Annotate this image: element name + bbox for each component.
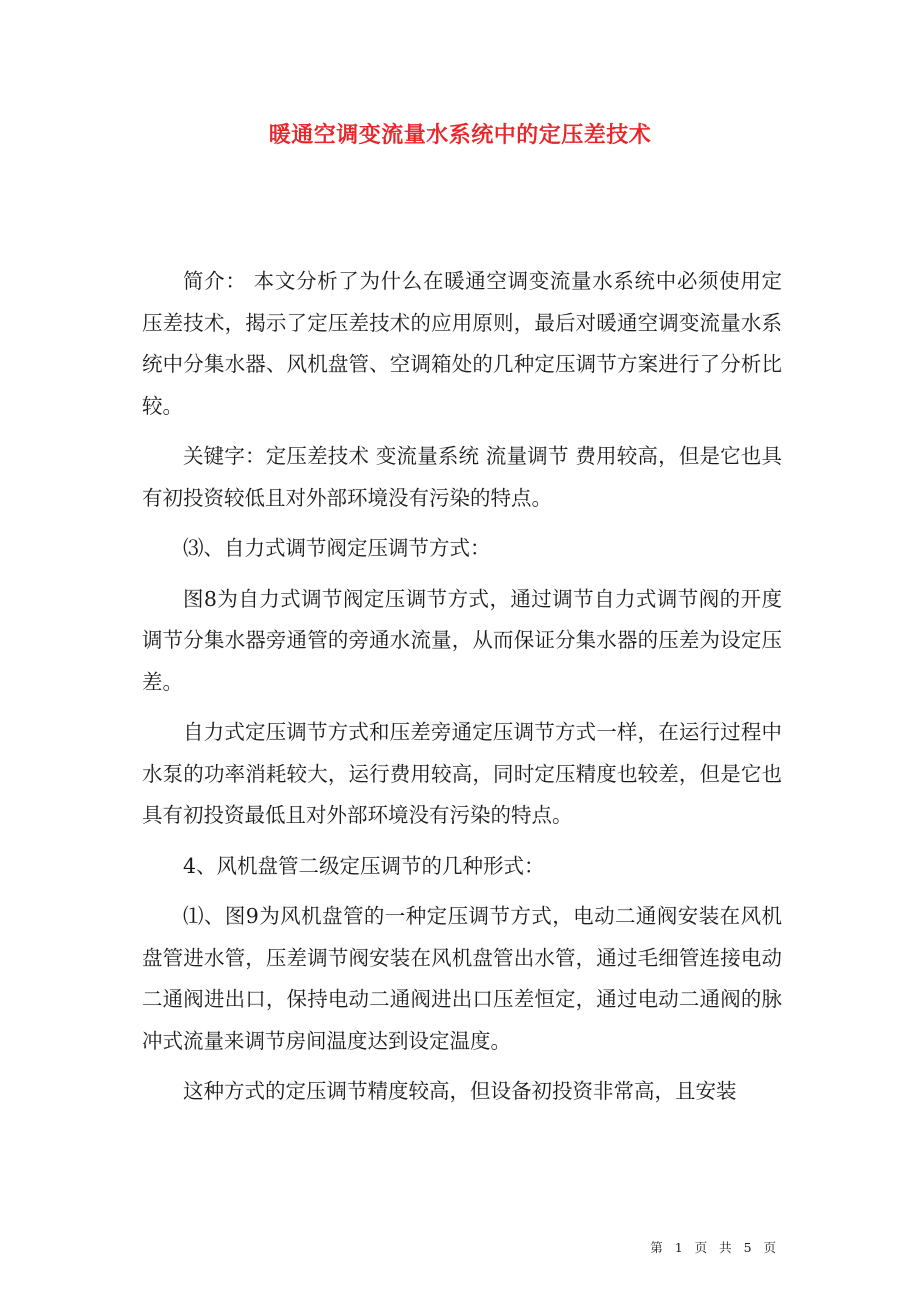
- paragraph-abstract: 简介： 本文分析了为什么在暖通空调变流量水系统中必须使用定压差技术，揭示了定压差技术的应用原则，最后对暖通空调变流量水系统中分集水器、风机盘管、空调箱处的几种定压调节方案进行了分析比较。: [142, 269, 782, 418]
- paragraph-figure-9: ⑴、图9为风机盘管的一种定压调节方式，电动二通阀安装在风机盘管进水管，压差调节阀安装在风机盘管出水管，通过毛细管连接电动二通阀进出口，保持电动二通阀进出口压差恒定，通过电动二通阀的脉冲式流量来调节房间温度达到设定温度。: [142, 904, 782, 1053]
- document-body: [142, 261, 782, 1122]
- page-number: 第 1 页 共 5 页: [650, 1240, 780, 1255]
- document-title: 暖通空调变流量水系统中的定压差技术: [268, 122, 652, 148]
- paragraph-figure-8: 图8为自力式调节阀定压调节方式，通过调节自力式调节阀的开度调节分集水器旁通管的旁通水流量，从而保证分集水器的压差为设定压差。: [142, 586, 782, 694]
- paragraph-accuracy: 这种方式的定压调节精度较高，但设备初投资非常高，且安装: [183, 1079, 737, 1103]
- paragraph-keywords: 关键字：定压差技术 变流量系统 流量调节 费用较高，但是它也具有初投资较低且对外部环境没有污染的特点。: [142, 444, 782, 510]
- paragraph-comparison: 自力式定压调节方式和压差旁通定压调节方式一样，在运行过程中水泵的功率消耗较大，运行费用较高，同时定压精度也较差，但是它也具有初投资最低且对外部环境没有污染的特点。: [142, 720, 782, 827]
- paragraph-heading-3: ⑶、自力式调节阀定压调节方式：: [183, 536, 491, 560]
- paragraph-section-4: 4、风机盘管二级定压调节的几种形式：: [183, 853, 545, 878]
